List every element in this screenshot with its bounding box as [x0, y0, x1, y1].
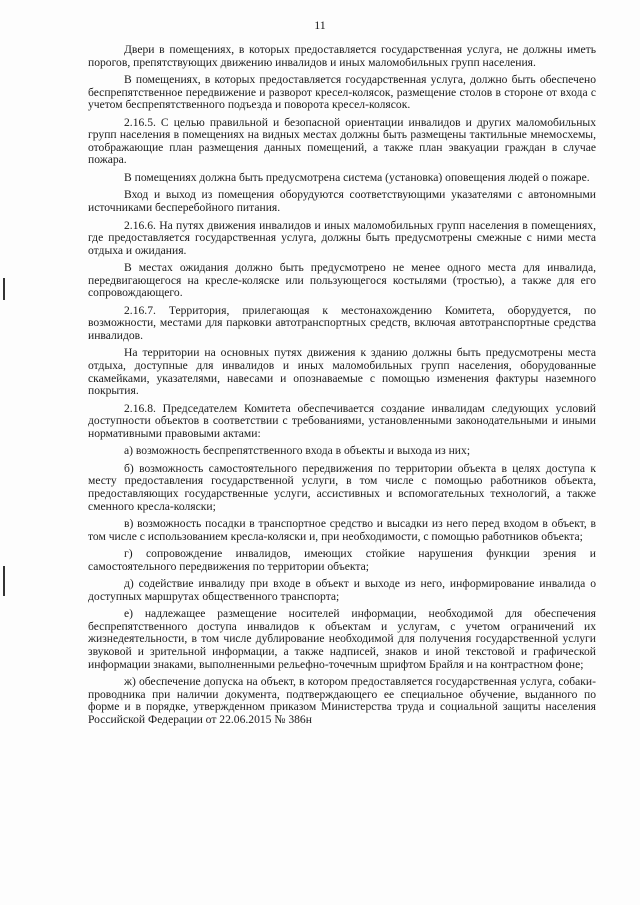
- paragraph: В помещениях должна быть предусмотрена система (установка) оповещения людей о пожаре.: [124, 170, 590, 184]
- list-item: д) содействие инвалиду при входе в объект и выходе из него, информирование инвалида о доступных маршрутах общественного транспорта;: [88, 577, 596, 603]
- paragraph: Двери в помещениях, в которых предоставляется государственная услуга, не должны иметь порогов, препятствующих движению инвалидов и иных маломобильных групп населения.: [88, 43, 596, 69]
- paragraph: 2.16.8. Председателем Комитета обеспечивается создание инвалидам следующих условий доступности объектов в соответствии с требованиями, установленными законодательными и иными нормативными правовыми актами:: [88, 401, 596, 440]
- list-item: ж) обеспечение допуска на объект, в котором предоставляется государственная услуга, собаки-проводника при наличии документа, подтверждающего ее специальное обучение, выданного по форме и в порядке, утвержденном приказом Министерства труда и социальной защиты населения Российской Федерации от 22.06.2015 № 386н: [88, 675, 596, 726]
- list-item: а) возможность беспрепятственного входа в объекты и выхода из них;: [124, 444, 471, 458]
- list-item: в) возможность посадки в транспортное средство и высадки из него перед входом в объект, в том числе с использованием кресла-коляски и, при необходимости, с помощью работников объекта;: [88, 517, 596, 543]
- document-body: [88, 44, 596, 726]
- list-item: г) сопровождение инвалидов, имеющих стойкие нарушения функции зрения и самостоятельного передвижения по территории объекта;: [88, 547, 596, 573]
- paragraph: Вход и выход из помещения оборудуются соответствующими указателями с автономными источниками бесперебойного питания.: [88, 188, 596, 215]
- paragraph: В местах ожидания должно быть предусмотрено не менее одного места для инвалида, передвигающегося на кресле-коляске или пользующегося костылями (тростью), а также для его сопровождающего.: [88, 261, 596, 300]
- page-number: 11: [314, 18, 326, 32]
- paragraph: В помещениях, в которых предоставляется государственная услуга, должно быть обеспечено беспрепятственное передвижение и разворот кресел-колясок, размещение столов в стороне от входа с учетом беспрепятственного подъезда и поворота кресел-колясок.: [88, 73, 596, 112]
- paragraph: 2.16.6. На путях движения инвалидов и иных маломобильных групп населения в помещениях, где предоставляется государственная услуга, должны быть предусмотрены смежные с ними места отдыха и ожидания.: [88, 218, 596, 257]
- paragraph: 2.16.7. Территория, прилегающая к местонахождению Комитета, оборудуется, по возможности, местами для парковки автотранспортных средств, включая автотранспортные средства инвалидов.: [88, 303, 596, 342]
- list-item: е) надлежащее размещение носителей информации, необходимой для обеспечения беспрепятственного доступа инвалидов к объектам и услугам, с учетом ограничений их жизнедеятельности, в том числе дублирование необходимой для получения государственной услуги звуковой и зрительной информации, а также надписей, знаков и иной текстовой и графической информации знаками, выполненными рельефно-точечным шрифтом Брайля и на контрастном фоне;: [88, 607, 596, 671]
- scan-margin-mark: [3, 278, 5, 300]
- paragraph: 2.16.5. С целью правильной и безопасной ориентации инвалидов и других маломобильных групп населения в помещениях на видных местах должны быть размещены тактильные мнемосхемы, отображающие план размещения данных помещений, а также план эвакуации граждан в случае пожара.: [88, 115, 596, 167]
- list-item: б) возможность самостоятельного передвижения по территории объекта в целях доступа к месту предоставления государственной услуги, в том числе с помощью работников объекта, предоставляющих государственные услуги, ассистивных и вспомогательных технологий, а также сменного кресла-коляски;: [88, 461, 596, 513]
- scan-margin-mark: [3, 566, 5, 596]
- paragraph: На территории на основных путях движения к зданию должны быть предусмотрены места отдыха, доступные для инвалидов и иных маломобильных групп населения, оборудованные скамейками, указателями, навесами и опознаваемые с помощью изменения фактуры наземного покрытия.: [88, 346, 596, 398]
